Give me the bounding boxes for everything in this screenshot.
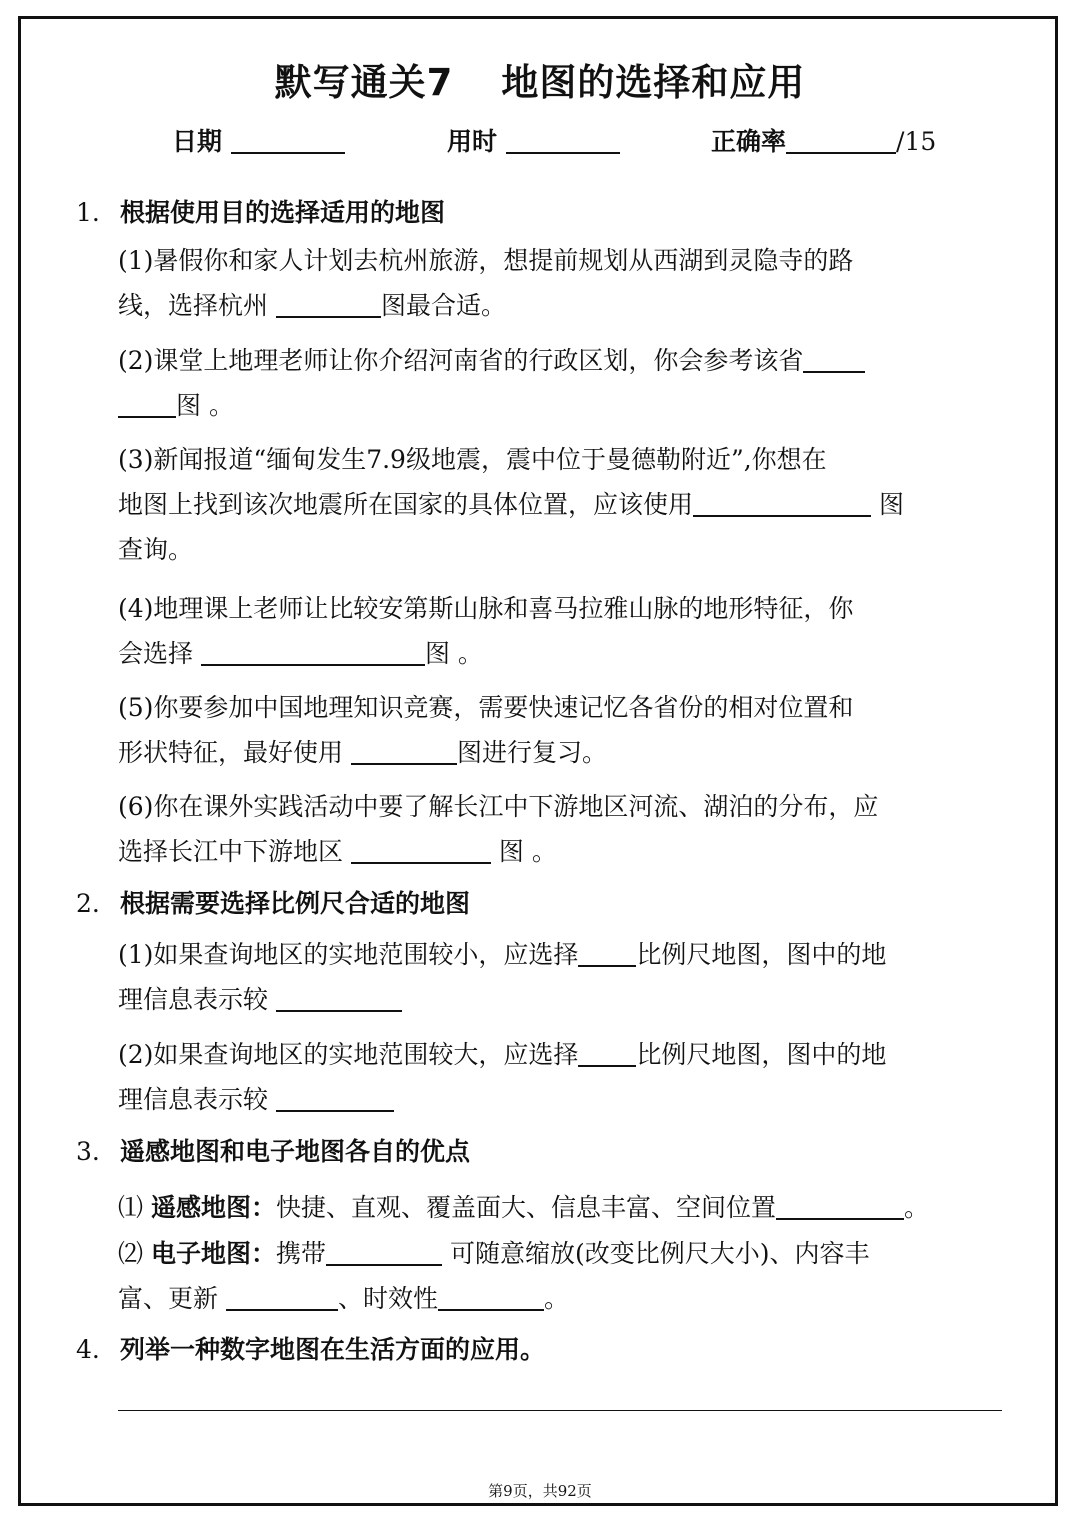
- section-title: 根据使用目的选择适用的地图: [120, 198, 446, 227]
- question-text: 图最合适。: [380, 291, 506, 320]
- date-label: 日期: [172, 127, 223, 156]
- page-title: [0, 52, 1080, 106]
- answer-blank[interactable]: [351, 737, 457, 765]
- question-text: 。: [903, 1193, 929, 1222]
- section-3-heading: [76, 1132, 470, 1168]
- time-blank[interactable]: [506, 126, 620, 154]
- page-footer: 第9页，共92页: [488, 1482, 592, 1500]
- question-text: 、时效性: [337, 1284, 438, 1313]
- section-number: 4.: [76, 1335, 100, 1364]
- question-text: 查询。: [118, 535, 194, 564]
- question-text: 富、更新: [118, 1284, 219, 1313]
- question-text: 图进行复习。: [456, 738, 607, 767]
- question-text: (3)新闻报道“缅甸发生7.9级地震，震中位于曼德勒附近”,你想在: [118, 445, 827, 474]
- question-text: (6)你在课外实践活动中要了解长江中下游地区河流、湖泊的分布，应: [118, 792, 879, 821]
- question-text: 地图上找到该次地震所在国家的具体位置，应该使用: [118, 490, 694, 519]
- answer-blank[interactable]: [276, 1084, 394, 1112]
- title-part1: 默写通关7: [274, 61, 454, 104]
- accuracy-field: [711, 122, 936, 158]
- question-text: 会选择: [118, 639, 194, 668]
- date-blank[interactable]: [231, 126, 345, 154]
- question-text: 比例尺地图，图中的地: [636, 940, 887, 969]
- answer-blank[interactable]: [276, 984, 402, 1012]
- section-title: 列举一种数字地图在生活方面的应用。: [120, 1335, 546, 1364]
- answer-blank[interactable]: [803, 345, 865, 373]
- answer-blank[interactable]: [351, 836, 491, 864]
- question-2-2: [118, 1032, 998, 1122]
- answer-blank[interactable]: [276, 290, 381, 318]
- answer-blank[interactable]: [201, 638, 425, 666]
- question-text: 图: [878, 490, 904, 519]
- question-text: (2)如果查询地区的实地范围较大，应选择: [118, 1040, 579, 1069]
- answer-blank[interactable]: [578, 1039, 636, 1067]
- accuracy-blank[interactable]: [786, 126, 896, 154]
- question-text: 理信息表示较: [118, 1085, 269, 1114]
- title-part2: 地图的选择和应用: [501, 61, 806, 104]
- section-title: 根据需要选择比例尺合适的地图: [120, 889, 471, 918]
- section-number: 2.: [76, 889, 100, 918]
- item-marker: ⑴: [118, 1193, 151, 1222]
- answer-blank[interactable]: [118, 390, 176, 418]
- question-1-4: [118, 586, 998, 676]
- question-text: (1)暑假你和家人计划去杭州旅游，想提前规划从西湖到灵隐寺的路: [118, 246, 854, 275]
- question-text: 图 。: [498, 837, 557, 866]
- question-1-5: [118, 685, 998, 775]
- question-text: 理信息表示较: [118, 985, 269, 1014]
- answer-blank[interactable]: [226, 1283, 338, 1311]
- question-text: 图 。: [424, 639, 483, 668]
- item-label: 电子地图：: [150, 1239, 276, 1268]
- question-text: 。: [543, 1284, 569, 1313]
- section-2-heading: [76, 884, 470, 920]
- time-field: [447, 122, 620, 158]
- answer-blank[interactable]: [438, 1283, 544, 1311]
- question-1-6: [118, 784, 998, 874]
- section-title: 遥感地图和电子地图各自的优点: [120, 1137, 471, 1166]
- question-text: (1)如果查询地区的实地范围较小，应选择: [118, 940, 579, 969]
- question-text: 快捷、直观、覆盖面大、信息丰富、空间位置: [275, 1193, 776, 1222]
- question-text: 比例尺地图，图中的地: [636, 1040, 887, 1069]
- section-number: 1.: [76, 198, 100, 227]
- item-label: 遥感地图：: [150, 1193, 276, 1222]
- date-field: [172, 122, 345, 158]
- answer-line[interactable]: [118, 1410, 1002, 1411]
- question-text: 选择长江中下游地区: [118, 837, 344, 866]
- question-text: (4)地理课上老师让比较安第斯山脉和喜马拉雅山脉的地形特征，你: [118, 594, 854, 623]
- question-text: (5)你要参加中国地理知识竞赛，需要快速记忆各省份的相对位置和: [118, 693, 854, 722]
- question-text: 线，选择杭州: [118, 291, 269, 320]
- question-1-3: [118, 437, 998, 572]
- section-1-heading: [76, 193, 445, 229]
- time-label: 用时: [447, 127, 498, 156]
- question-text: 形状特征，最好使用: [118, 738, 344, 767]
- answer-blank[interactable]: [578, 939, 636, 967]
- question-3-1: [118, 1185, 998, 1230]
- section-number: 3.: [76, 1137, 100, 1166]
- answer-blank[interactable]: [693, 489, 871, 517]
- item-marker: ⑵: [118, 1239, 151, 1268]
- accuracy-label: 正确率: [711, 127, 787, 156]
- question-2-1: [118, 932, 998, 1022]
- answer-blank[interactable]: [776, 1192, 904, 1220]
- section-4-heading: [76, 1330, 545, 1366]
- question-1-2: [118, 338, 998, 428]
- info-line: [0, 122, 1080, 162]
- question-text: 携带: [275, 1239, 326, 1268]
- answer-blank[interactable]: [326, 1238, 442, 1266]
- question-text: 可随意缩放(改变比例尺大小)、内容丰: [449, 1239, 870, 1268]
- question-text: (2)课堂上地理老师让你介绍河南省的行政区划，你会参考该省: [118, 346, 804, 375]
- question-text: 图 。: [176, 391, 234, 420]
- accuracy-total: /15: [896, 127, 937, 156]
- question-3-2: [118, 1231, 998, 1321]
- question-1-1: [118, 238, 998, 328]
